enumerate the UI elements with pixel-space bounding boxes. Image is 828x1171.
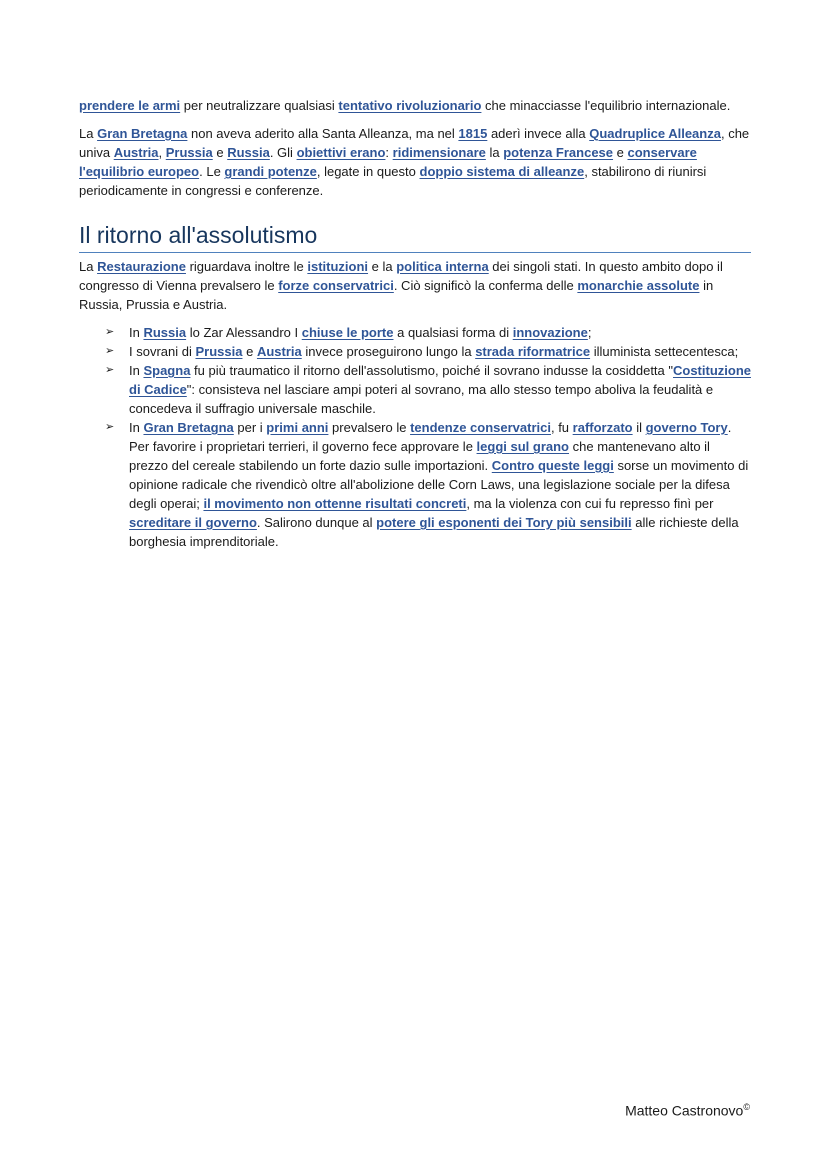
text-run: ;	[587, 325, 592, 340]
highlighted-term: Contro queste leggi	[491, 458, 614, 473]
list-item-text	[129, 420, 748, 549]
highlighted-term: Restaurazione	[97, 259, 186, 274]
highlighted-term: Costituzione di Cadice	[129, 363, 751, 397]
highlighted-term: conservare l'equilibrio europeo	[79, 145, 697, 179]
highlighted-term: Russia	[143, 325, 187, 340]
text-run: per i	[233, 420, 267, 435]
text-run: che minacciasse l'equilibrio internazionale.	[481, 98, 731, 113]
highlighted-term: potenza Francese	[503, 145, 614, 160]
footer-author: Matteo Castronovo	[625, 1102, 744, 1119]
highlighted-term: Prussia	[195, 344, 243, 359]
list-item-spagna	[79, 361, 751, 418]
text-run: . Le	[199, 164, 225, 179]
highlighted-term: tentativo rivoluzionario	[338, 98, 482, 113]
text-run: non aveva aderito alla Santa Alleanza, ma nel	[187, 126, 459, 141]
highlighted-term: governo Tory	[645, 420, 728, 435]
highlighted-term: Russia	[227, 145, 270, 160]
text-run: prevalsero le	[328, 420, 411, 435]
highlighted-term: Quadruplice Alleanza	[589, 126, 721, 141]
text-run: alle richieste della borghesia imprenditoriale.	[129, 515, 739, 549]
text-run: ,	[158, 145, 166, 160]
text-run: illuminista settecentesca;	[590, 344, 739, 359]
text-run: riguardava inoltre le	[185, 259, 308, 274]
highlighted-term: primi anni	[266, 420, 329, 435]
text-run: lo Zar Alessandro I	[186, 325, 302, 340]
highlighted-term: ridimensionare	[392, 145, 486, 160]
highlighted-term: tendenze conservatrici	[410, 420, 551, 435]
highlighted-term: rafforzato	[572, 420, 633, 435]
text-run: invece proseguirono lungo la	[301, 344, 476, 359]
paragraph-restaurazione	[79, 257, 751, 314]
highlighted-term: politica interna	[396, 259, 489, 274]
highlighted-term: strada riformatrice	[475, 344, 591, 359]
text-run: In	[129, 363, 144, 378]
paragraph-intro-continuation	[79, 96, 751, 115]
highlighted-term: 1815	[458, 126, 488, 141]
text-run: e	[242, 344, 257, 359]
list-item-text	[129, 344, 738, 359]
list-item-text	[129, 363, 751, 416]
highlighted-term: Gran Bretagna	[97, 126, 188, 141]
copyright-mark: ©	[743, 1102, 750, 1112]
text-run: :	[385, 145, 393, 160]
text-run: aderì invece alla	[487, 126, 590, 141]
highlighted-term: innovazione	[512, 325, 588, 340]
highlighted-term: potere gli esponenti dei Tory più sensibili	[376, 515, 632, 530]
highlighted-term: doppio sistema di alleanze	[419, 164, 585, 179]
highlighted-term: il movimento non ottenne risultati concreti	[203, 496, 467, 511]
highlighted-term: Prussia	[165, 145, 213, 160]
text-run: e	[212, 145, 228, 160]
text-run: , legate in questo	[316, 164, 420, 179]
list-item-russia	[79, 323, 751, 342]
highlighted-term: istituzioni	[307, 259, 369, 274]
list-item-gran-bretagna	[79, 418, 751, 551]
bullet-list	[79, 323, 751, 551]
page-footer	[625, 1102, 750, 1119]
text-run: In	[129, 420, 144, 435]
highlighted-term: Austria	[256, 344, 302, 359]
text-run: . Per favorire i proprietari terrieri, il governo fece approvare le	[129, 420, 732, 454]
text-run: ": consisteva nel lasciare ampi poteri al sovrano, ma allo stesso tempo aboliva la feudalità e concedeva il suffragio universale maschile.	[129, 382, 714, 416]
text-run: il	[632, 420, 646, 435]
text-run: in Russia, Prussia e Austria.	[79, 278, 714, 312]
text-run: La	[79, 259, 98, 274]
text-run: fu più traumatico il ritorno dell'assolutismo, poiché il sovrano indusse la cosiddetta "	[190, 363, 673, 378]
highlighted-term: Austria	[113, 145, 159, 160]
document-page	[79, 96, 751, 551]
highlighted-term: grandi potenze	[224, 164, 317, 179]
highlighted-term: screditare il governo	[129, 515, 257, 530]
text-run: I sovrani di	[129, 344, 196, 359]
arrow-bullet-icon: ➢	[105, 345, 115, 357]
arrow-bullet-icon: ➢	[105, 421, 115, 433]
section-heading: Il ritorno all'assolutismo	[79, 221, 751, 253]
highlighted-term: monarchie assolute	[577, 278, 700, 293]
arrow-bullet-icon: ➢	[105, 364, 115, 376]
list-item-text	[129, 325, 591, 340]
text-run: e la	[368, 259, 397, 274]
text-run: dei singoli stati. In questo ambito dopo il congresso di Vienna prevalsero le	[79, 259, 723, 293]
text-run: . Salirono dunque al	[256, 515, 377, 530]
highlighted-term: obiettivi erano	[296, 145, 386, 160]
text-run: , stabilirono di riunirsi periodicamente in congressi e conferenze.	[79, 164, 707, 198]
text-run: e	[613, 145, 628, 160]
highlighted-term: leggi sul grano	[476, 439, 570, 454]
list-item-prussia-austria	[79, 342, 751, 361]
text-run: la	[485, 145, 504, 160]
highlighted-term: forze conservatrici	[278, 278, 394, 293]
text-run: sorse un movimento di opinione radicale che rivendicò oltre all'abolizione delle Corn Laws, una legislazione sociale per la difesa degli operai;	[129, 458, 749, 511]
arrow-bullet-icon: ➢	[105, 326, 115, 338]
text-run: , fu	[550, 420, 573, 435]
text-run: . Gli	[269, 145, 297, 160]
highlighted-term: Spagna	[143, 363, 191, 378]
text-run: per neutralizzare qualsiasi	[180, 98, 339, 113]
paragraph-gran-bretagna	[79, 124, 751, 200]
highlighted-term: prendere le armi	[79, 98, 181, 113]
highlighted-term: chiuse le porte	[301, 325, 394, 340]
text-run: , ma la violenza con cui fu represso finì per	[466, 496, 714, 511]
text-run: che mantenevano alto il prezzo del cereale stabilendo un forte dazio sulle importazioni.	[129, 439, 710, 473]
text-run: La	[79, 126, 98, 141]
section-ritorno-assolutismo	[79, 221, 751, 551]
text-run: . Ciò significò la conferma delle	[393, 278, 578, 293]
text-run: , che univa	[79, 126, 750, 160]
highlighted-term: Gran Bretagna	[143, 420, 234, 435]
text-run: a qualsiasi forma di	[393, 325, 513, 340]
text-run: In	[129, 325, 144, 340]
